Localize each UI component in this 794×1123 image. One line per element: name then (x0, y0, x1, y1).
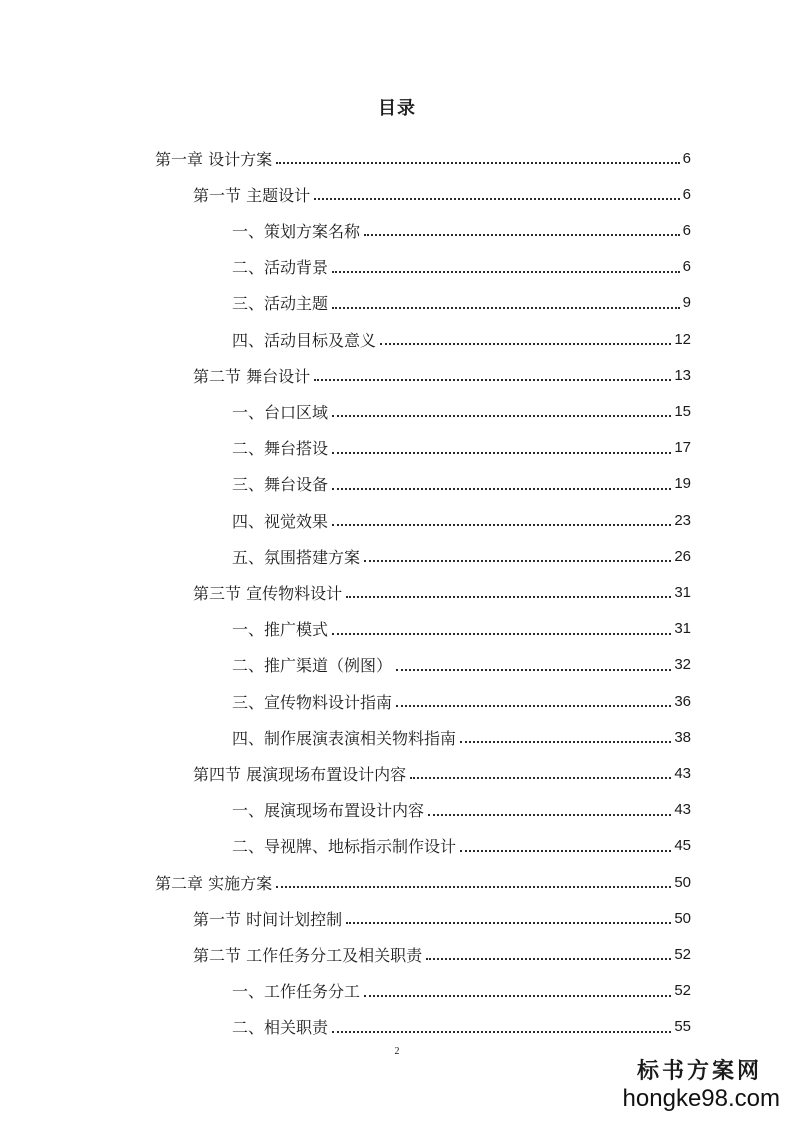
toc-entry[interactable] (232, 652, 691, 678)
toc-entry[interactable] (232, 833, 691, 859)
toc-entry-label: 五、氛围搭建方案 (232, 547, 361, 567)
toc-entry[interactable] (232, 1014, 691, 1040)
toc-entry-page: 31 (674, 620, 691, 638)
toc-entry-page: 12 (674, 330, 691, 348)
dot-leader (332, 1017, 671, 1033)
toc-entry[interactable] (232, 471, 691, 497)
toc-entry[interactable] (232, 543, 691, 569)
toc-entry-label: 第四节 展演现场布置设计内容 (193, 764, 407, 784)
toc-entry-label: 第二节 工作任务分工及相关职责 (193, 945, 423, 965)
toc-entry-page: 6 (682, 185, 691, 203)
toc-entry[interactable] (155, 869, 691, 895)
watermark-logo (623, 1057, 780, 1113)
toc-entry[interactable] (232, 326, 691, 352)
toc-entry[interactable] (232, 254, 691, 280)
watermark-site-name: 标书方案网 (636, 1058, 762, 1084)
toc-entry-page: 45 (674, 837, 691, 855)
dot-leader (428, 800, 671, 816)
dot-leader (460, 727, 671, 743)
toc-entry-page: 52 (674, 945, 691, 963)
toc-entry[interactable] (232, 398, 691, 424)
toc-entry-label: 二、推广渠道（例图） (232, 656, 393, 676)
toc-entry[interactable] (155, 145, 691, 171)
page-title: 目录 (378, 98, 416, 119)
dot-leader (426, 944, 671, 960)
toc-entry-label: 三、宣传物料设计指南 (232, 692, 393, 712)
toc-entry-page: 6 (682, 221, 691, 239)
toc-entry-page: 19 (674, 475, 691, 493)
toc-entry-label: 二、导视牌、地标指示制作设计 (232, 837, 457, 857)
toc-entry-label: 第二章 实施方案 (155, 873, 273, 893)
toc-entry-page: 26 (674, 547, 691, 565)
dot-leader (314, 184, 680, 200)
dot-leader (332, 438, 671, 454)
dot-leader (364, 546, 671, 562)
dot-leader (332, 619, 671, 635)
toc-entry[interactable] (193, 905, 691, 931)
dot-leader (380, 329, 671, 345)
toc-entry-page: 50 (674, 873, 691, 891)
toc-entry[interactable] (193, 579, 691, 605)
dot-leader (364, 220, 680, 236)
toc-entry-page: 43 (674, 801, 691, 819)
toc-entry-page: 52 (674, 982, 691, 1000)
toc-entry[interactable] (193, 941, 691, 967)
dot-leader (410, 763, 671, 779)
toc-entry-page: 15 (674, 402, 691, 420)
toc-entry-page: 31 (674, 583, 691, 601)
dot-leader (332, 257, 680, 273)
toc-entry-label: 一、工作任务分工 (232, 982, 361, 1002)
toc-entry-label: 一、策划方案名称 (232, 221, 361, 241)
watermark-site-url: hongke98.com (622, 1085, 780, 1112)
toc-entry-label: 三、舞台设备 (232, 475, 329, 495)
toc-entry-page: 6 (682, 149, 691, 167)
toc-entry[interactable] (232, 507, 691, 533)
dot-leader (276, 148, 680, 164)
toc-entry-label: 二、相关职责 (232, 1018, 329, 1038)
toc-entry-label: 四、制作展演表演相关物料指南 (232, 728, 457, 748)
toc-entry[interactable] (232, 978, 691, 1004)
toc-entry-label: 第一章 设计方案 (155, 149, 273, 169)
toc-entry-page: 9 (682, 294, 691, 312)
toc-entry[interactable] (232, 724, 691, 750)
toc-entry-label: 一、推广模式 (232, 620, 329, 640)
dot-leader (346, 582, 671, 598)
toc-entry[interactable] (232, 688, 691, 714)
toc-entry-label: 第二节 舞台设计 (193, 366, 311, 386)
dot-leader (396, 655, 671, 671)
dot-leader (364, 981, 671, 997)
dot-leader (332, 401, 671, 417)
toc-entry[interactable] (193, 181, 691, 207)
toc-entry-page: 17 (674, 439, 691, 457)
dot-leader (346, 908, 671, 924)
toc-entry[interactable] (232, 290, 691, 316)
toc-entry-label: 第一节 主题设计 (193, 185, 311, 205)
toc-entry-page: 38 (674, 728, 691, 746)
toc-entry-label: 四、视觉效果 (232, 511, 329, 531)
dot-leader (332, 474, 671, 490)
toc-entry-label: 第一节 时间计划控制 (193, 909, 343, 929)
dot-leader (314, 365, 671, 381)
toc-entry-label: 三、活动主题 (232, 294, 329, 314)
toc-entry-page: 32 (674, 656, 691, 674)
page-number: 2 (394, 1046, 400, 1057)
toc-entry-page: 43 (674, 764, 691, 782)
dot-leader (396, 691, 671, 707)
toc-entry-page: 23 (674, 511, 691, 529)
toc-entry[interactable] (193, 760, 691, 786)
toc-entry-page: 36 (674, 692, 691, 710)
dot-leader (332, 510, 671, 526)
toc-entry[interactable] (232, 616, 691, 642)
toc-entry[interactable] (232, 435, 691, 461)
toc-entry-label: 二、活动背景 (232, 258, 329, 278)
toc-entry-page: 13 (674, 366, 691, 384)
toc-entry-label: 一、展演现场布置设计内容 (232, 801, 425, 821)
toc-entry[interactable] (232, 797, 691, 823)
toc-entry-page: 6 (682, 258, 691, 276)
toc-entry[interactable] (232, 217, 691, 243)
dot-leader (460, 836, 671, 852)
toc-entry-label: 二、舞台搭设 (232, 439, 329, 459)
toc-entry-label: 一、台口区域 (232, 402, 329, 422)
dot-leader (276, 872, 671, 888)
toc-entry-label: 四、活动目标及意义 (232, 330, 377, 350)
toc-entry-label: 第三节 宣传物料设计 (193, 583, 343, 603)
toc-entry-page: 50 (674, 909, 691, 927)
toc-entry-page: 55 (674, 1018, 691, 1036)
toc-entry[interactable] (193, 362, 691, 388)
dot-leader (332, 293, 680, 309)
